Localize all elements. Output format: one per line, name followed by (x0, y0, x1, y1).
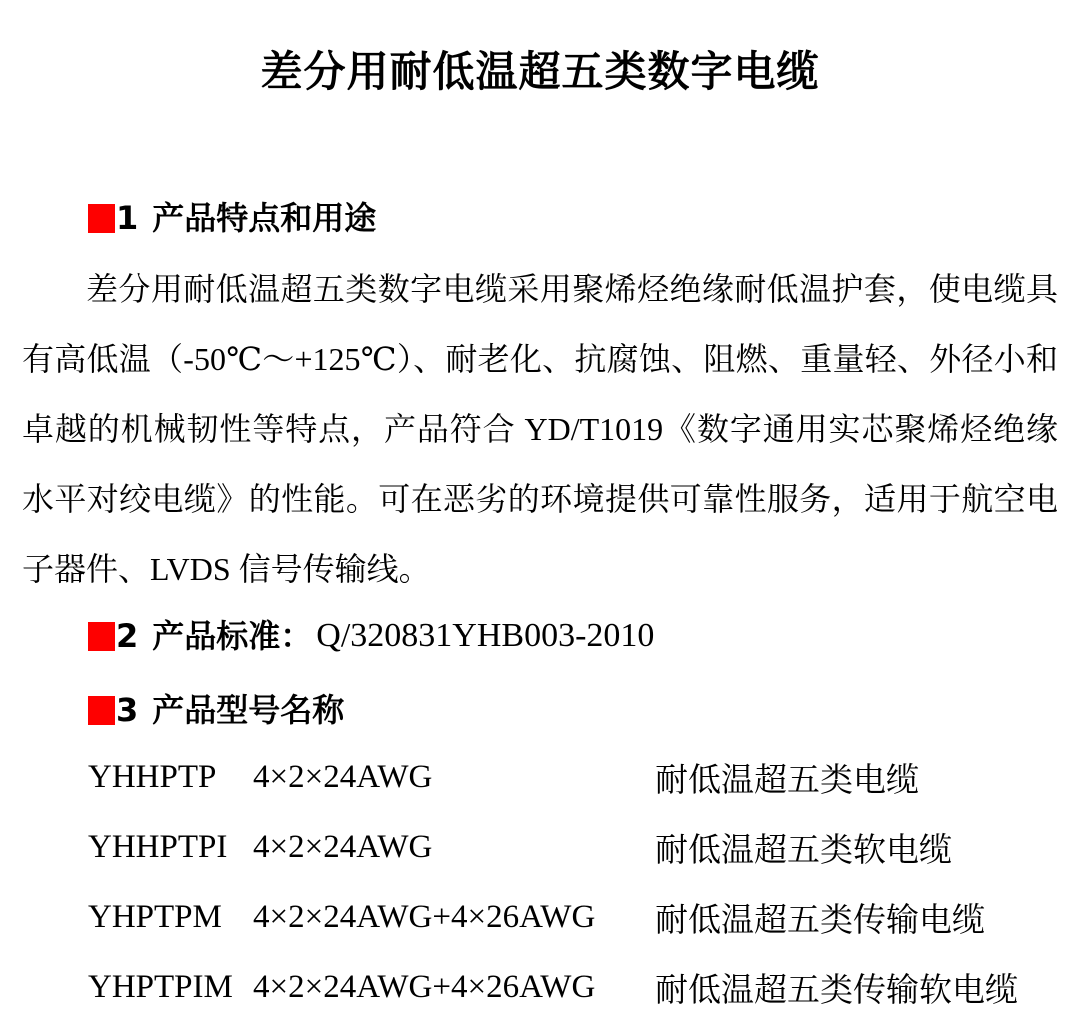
model-spec: 4×2×24AWG+4×26AWG (253, 968, 596, 1005)
model-spec: 4×2×24AWG (253, 828, 433, 865)
model-description: 耐低温超五类传输电缆 (655, 902, 985, 939)
section-1-title: 产品特点和用途 (152, 199, 377, 237)
product-standard-code: Q/320831YHB003-2010 (316, 617, 655, 654)
model-description: 耐低温超五类软电缆 (655, 832, 952, 869)
model-code: YHPTPM (88, 898, 222, 935)
model-row (88, 952, 1058, 1022)
model-row (88, 812, 1058, 882)
model-code: YHPTPIM (88, 968, 233, 1005)
section-3-number: 3 (116, 691, 139, 729)
section-2-number: 2 (116, 617, 139, 655)
section-1-number: 1 (116, 199, 139, 237)
model-row (88, 882, 1058, 952)
model-list (22, 742, 1058, 1022)
section-2-heading (22, 618, 1058, 654)
section-3-title: 产品型号名称 (152, 691, 345, 729)
model-spec: 4×2×24AWG+4×26AWG (253, 898, 596, 935)
red-square-bullet-icon (88, 696, 115, 725)
model-code: YHHPTPI (88, 828, 228, 865)
model-description: 耐低温超五类传输软电缆 (655, 972, 1018, 1009)
model-spec: 4×2×24AWG (253, 758, 433, 795)
section-3-heading (22, 692, 1058, 728)
model-description: 耐低温超五类电缆 (655, 762, 919, 799)
model-row (88, 742, 1058, 812)
red-square-bullet-icon (88, 204, 115, 233)
features-paragraph: 差分用耐低温超五类数字电缆采用聚烯烃绝缘耐低温护套，使电缆具有高低温（-50℃～+125℃）、耐老化、抗腐蚀、阻燃、重量轻、外径小和卓越的机械韧性等特点，产品符合 YD/T1019《数字通用实芯聚烯烃绝缘水平对绞电缆》的性能。可在恶劣的环境提供可靠性服务，适用于航空电子器件、LVDS 信号传输线。 (22, 271, 1058, 587)
red-square-bullet-icon (88, 622, 115, 651)
section-2-title: 产品标准： (152, 617, 313, 655)
document-title: 差分用耐低温超五类数字电缆 (260, 47, 820, 96)
section-1-heading (22, 200, 1058, 236)
model-code: YHHPTP (88, 758, 217, 795)
